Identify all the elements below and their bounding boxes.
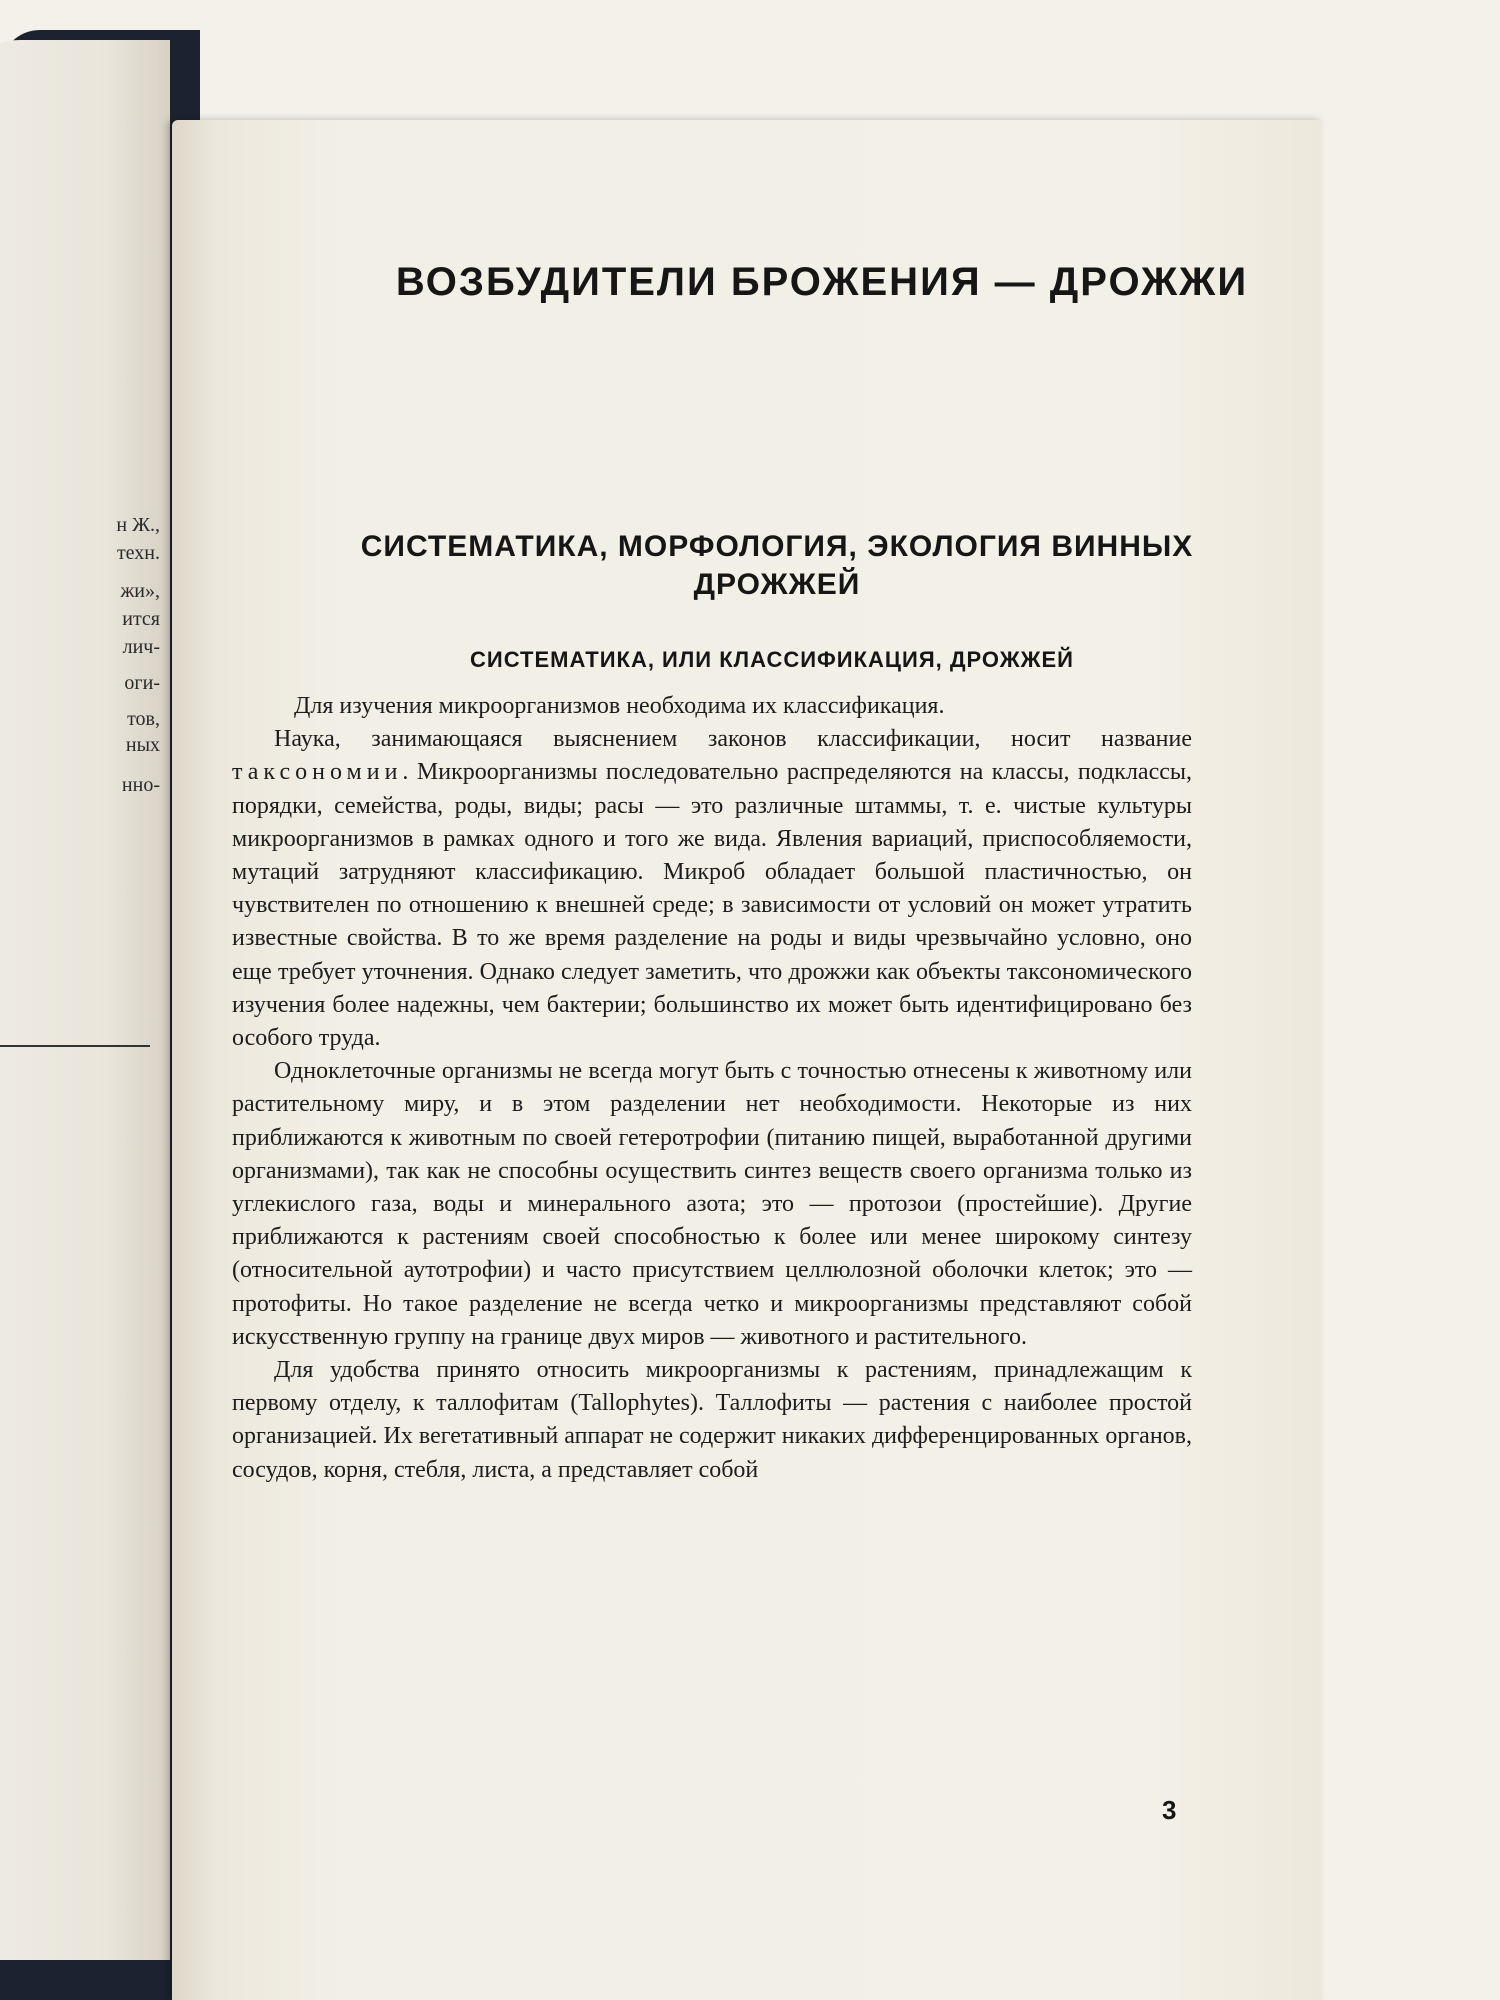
emphasized-term: таксономии: [232, 759, 403, 786]
paragraph: [232, 723, 1192, 1055]
left-page-fragment: тов,: [127, 708, 160, 730]
section-title: [272, 528, 1272, 604]
left-page-fragment: техн.: [116, 542, 160, 564]
page-number: 3: [1162, 1795, 1177, 1825]
paragraph: Для удобства принято относить микроорганизмы к растениям, принадлежащим к первому отделу, к таллофитам (Tallophytes). Таллофиты — растения с наиболее простой организацией. Их вегетативный аппарат не содержит никаких дифференцированных органов, сосудов, корня, стебля, листа, а представляет собой: [232, 1357, 1192, 1483]
chapter-title: ВОЗБУДИТЕЛИ БРОЖЕНИЯ — ДРОЖЖИ: [395, 260, 1249, 304]
section-title-line: ДРОЖЖЕЙ: [693, 568, 861, 601]
left-page-fragment: н Ж.,: [116, 514, 160, 536]
section-title-line: СИСТЕМАТИКА, МОРФОЛОГИЯ, ЭКОЛОГИЯ ВИННЫХ: [360, 530, 1194, 563]
left-page-fragment: ится: [122, 608, 160, 630]
paragraph-text: . Микроорганизмы последовательно распределяются на классы, подклассы, порядки, семейства, роды, виды; расы — это различные штаммы, т. е. чистые культуры микроорганизмов в рамках одного и того же вида. Явления вариаций, приспособляемости, мутаций затрудняют классификацию. Микроб обладает большой пластичностью, он чувствителен по отношению к внешней среде; в зависимости от условий он может утратить известные свойства. В то же время разделение на роды и виды чрезвычайно условно, оно еще требует уточнения. Однако следует заметить, что дрожжи как объекты таксономического изучения более надежны, чем бактерии; большинство их может быть идентифицировано без особого труда.: [232, 759, 1192, 1052]
left-page-edge: [0, 40, 170, 1960]
paragraph-text: Наука, занимающаяся выяснением законов классификации, носит название: [274, 726, 1192, 753]
subsection-title: СИСТЕМАТИКА, ИЛИ КЛАССИФИКАЦИЯ, ДРОЖЖЕЙ: [470, 647, 1074, 672]
left-page-fragment: лич-: [122, 636, 160, 658]
left-page-fragment: оги-: [124, 672, 160, 694]
body-text: [232, 690, 1192, 1487]
paragraph: Одноклеточные организмы не всегда могут быть с точностью отнесены к животному или растительному миру, и в этом разделении нет необходимости. Некоторые из них приближаются к животным по своей гетеротрофии (питанию пищей, выработанной другими организмами), так как не способны осуществить синтез веществ своего организма только из углекислого газа, воды и минерального азота; это — протозои (простейшие). Другие приближаются к растениям своей способностью к более или менее широкому синтезу (относительной аутотрофии) и часто присутствием целлюлозной оболочки клеток; это — протофиты. Но такое разделение не всегда четко и микроорганизмы представляют собой искусственную группу на границе двух миров — животного и растительного.: [232, 1058, 1192, 1350]
left-page-rule: [0, 1045, 150, 1047]
left-page-fragment: жи»,: [120, 580, 160, 602]
book-page: [172, 120, 1322, 2000]
left-page-fragment: нно-: [121, 774, 160, 796]
paragraph: Для изучения микроорганизмов необходима их классификация.: [294, 693, 945, 719]
left-page-fragment: ных: [125, 734, 160, 756]
